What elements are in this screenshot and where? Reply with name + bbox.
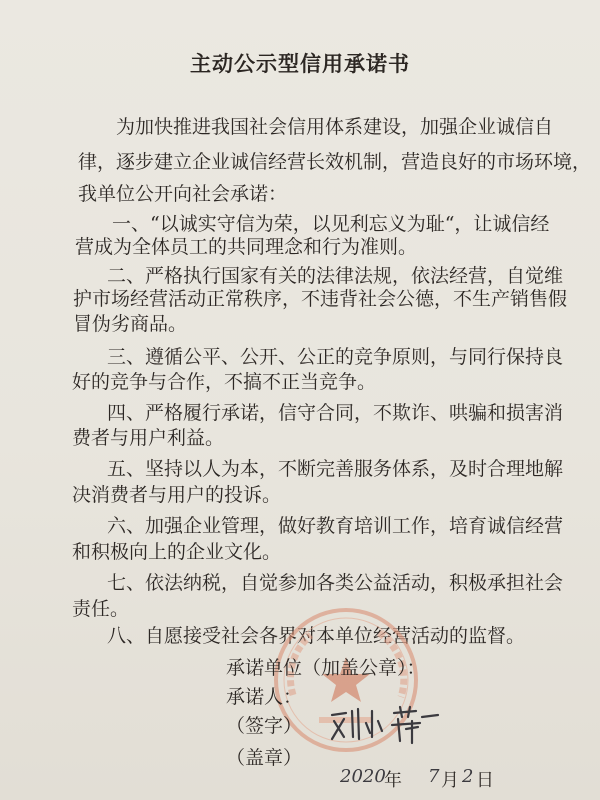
body-line: 四、严格履行承诺，信守合同，不欺诈、哄骗和损害消 <box>107 402 564 424</box>
date-day: 2 <box>462 766 474 787</box>
date-year-suffix: 年 <box>384 770 402 791</box>
date-month: 7 <box>428 766 440 787</box>
document-title: 主动公示型信用承诺书 <box>190 52 410 76</box>
body-line: 律，逐步建立企业诚信经营长效机制，营造良好的市场环境， <box>78 151 592 173</box>
commitment-unit-label: 承诺单位（加盖公章）： <box>226 657 426 679</box>
signature-label: （签字） <box>226 715 303 737</box>
body-line: 护市场经营活动正常秩序，不违背社会公德，不生产销售假 <box>73 288 568 310</box>
promiser-label: 承诺人： <box>226 686 303 708</box>
body-line: 和积极向上的企业文化。 <box>72 541 282 563</box>
body-line: 一、“以诚实守信为荣，以见利忘义为耻“，让诚信经 <box>112 213 550 235</box>
seal-label: （盖章） <box>226 747 303 769</box>
date-month-suffix: 月 <box>441 770 459 791</box>
body-line: 六、加强企业管理，做好教育培训工作，培育诚信经营 <box>107 515 564 537</box>
body-line: 为加快推进我国社会信用体系建设，加强企业诚信自 <box>116 116 554 138</box>
body-line: 五、坚持以人为本，不断完善服务体系，及时合理地解 <box>107 458 564 480</box>
date-day-suffix: 日 <box>476 770 494 791</box>
body-line: 二、严格执行国家有关的法律法规，依法经营，自觉维 <box>107 265 564 287</box>
body-line: 八、自愿接受社会各界对本单位经营活动的监督。 <box>107 625 526 647</box>
date-year: 2020 <box>340 766 386 787</box>
body-line: 我单位公开向社会承诺： <box>78 183 288 205</box>
body-line: 七、依法纳税，自觉参加各类公益活动，积极承担社会 <box>107 572 564 594</box>
body-line: 费者与用户利益。 <box>72 427 225 449</box>
body-line: 营成为全体员工的共同理念和行为准则。 <box>75 236 418 258</box>
body-line: 责任。 <box>72 598 130 620</box>
body-line: 冒伪劣商品。 <box>73 313 188 335</box>
body-line: 好的竞争与合作，不搞不正当竞争。 <box>72 371 377 393</box>
handwritten-signature <box>326 703 444 745</box>
body-line: 三、遵循公平、公开、公正的竞争原则，与同行保持良 <box>107 346 564 368</box>
body-line: 决消费者与用户的投诉。 <box>72 484 282 506</box>
